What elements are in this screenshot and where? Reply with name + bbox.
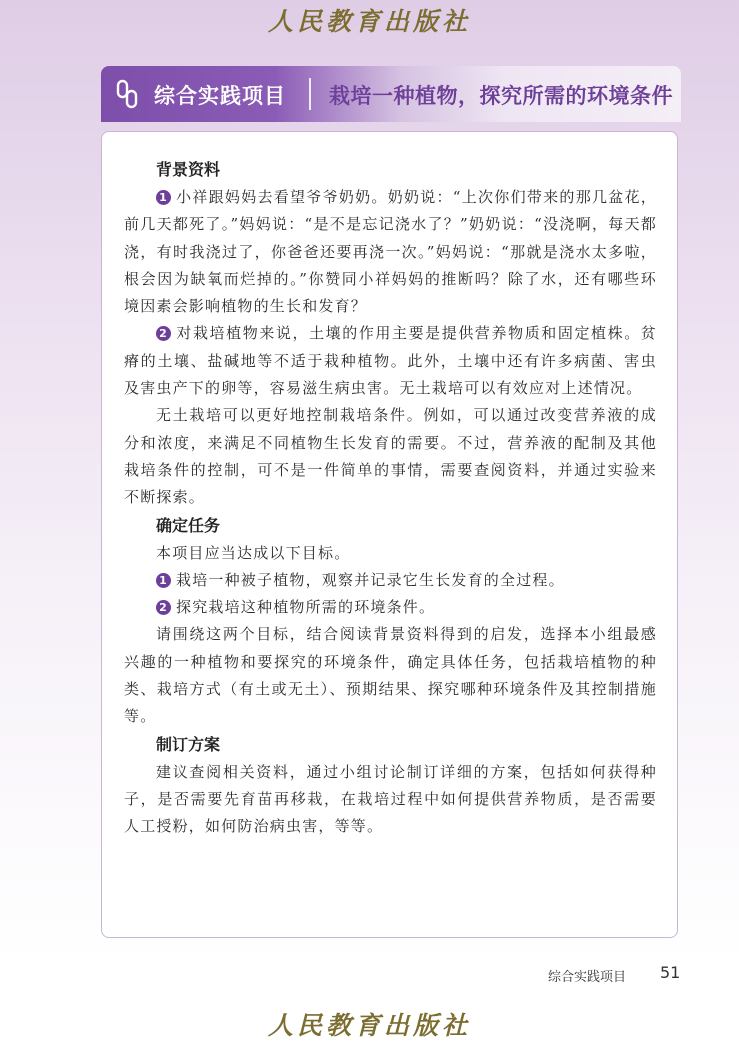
banner-divider bbox=[309, 78, 311, 110]
publisher-logo-top: 人民教育出版社 bbox=[267, 7, 471, 36]
paragraph bbox=[124, 320, 657, 402]
section-heading-background: 背景资料 bbox=[156, 160, 221, 179]
section-heading-plan: 制订方案 bbox=[156, 734, 221, 754]
goal-item bbox=[124, 594, 657, 621]
goal-text: 栽培一种被子植物，观察并记录它生长发育的全过程。 bbox=[176, 570, 565, 589]
link-icon bbox=[115, 79, 139, 109]
number-badge: 2 bbox=[156, 326, 171, 341]
number-badge: 1 bbox=[156, 573, 171, 588]
paragraph: 建议查阅相关资料，通过小组讨论制订详细的方案，包括如何获得种子，是否需要先育苗再移栽，在栽培过程中如何提供营养物质，是否需要人工授粉，如何防治病虫害，等等。 bbox=[124, 762, 657, 836]
page-title: 栽培一种植物，探究所需的环境条件 bbox=[329, 84, 673, 108]
project-banner bbox=[101, 66, 681, 122]
number-badge: 1 bbox=[156, 190, 171, 205]
content-card bbox=[101, 131, 678, 938]
number-badge: 2 bbox=[156, 600, 171, 615]
content-body bbox=[102, 156, 679, 841]
goal-text: 探究栽培这种植物所需的环境条件。 bbox=[176, 598, 436, 617]
banner-tag: 综合实践项目 bbox=[154, 84, 286, 108]
publisher-logo-bottom: 人民教育出版社 bbox=[267, 1011, 471, 1040]
paragraph bbox=[124, 184, 657, 320]
footer-section-label: 综合实践项目 bbox=[548, 970, 627, 985]
paragraph-text: 对栽培植物来说，土壤的作用主要是提供营养物质和固定植株。贫瘠的土壤、盐碱地等不适于栽种植物。此外，土壤中还有许多病菌、害虫及害虫产下的卵等，容易滋生病虫害。无土栽培可以有效应对上述情况。 bbox=[124, 324, 657, 398]
goal-item bbox=[124, 567, 657, 594]
paragraph: 请围绕这两个目标，结合阅读背景资料得到的启发，选择本小组最感兴趣的一种植物和要探究的环境条件，确定具体任务，包括栽培植物的种类、栽培方式（有土或无土）、预期结果、探究哪种环境条件及其控制措施等。 bbox=[124, 625, 657, 726]
paragraph: 本项目应当达成以下目标。 bbox=[156, 543, 351, 562]
section-heading-task: 确定任务 bbox=[156, 515, 221, 535]
page-number: 51 bbox=[660, 963, 681, 982]
paragraph: 无土栽培可以更好地控制栽培条件。例如，可以通过改变营养液的成分和浓度，来满足不同植物生长发育的需要。不过，营养液的配制及其他栽培条件的控制，可不是一件简单的事情，需要查阅资料，并通过实验来不断探索。 bbox=[124, 406, 657, 507]
paragraph-text: 小祥跟妈妈去看望爷爷奶奶。奶奶说：“上次你们带来的那几盆花，前几天都死了。”妈妈说：“是不是忘记浇水了？”奶奶说：“没浇啊，每天都浇，有时我浇过了，你爸爸还要再浇一次。”妈妈说：“那就是浇水太多啦，根会因为缺氧而烂掉的。”你赞同小祥妈妈的推断吗？除了水，还有哪些环境因素会影响植物的生长和发育？ bbox=[124, 188, 657, 316]
